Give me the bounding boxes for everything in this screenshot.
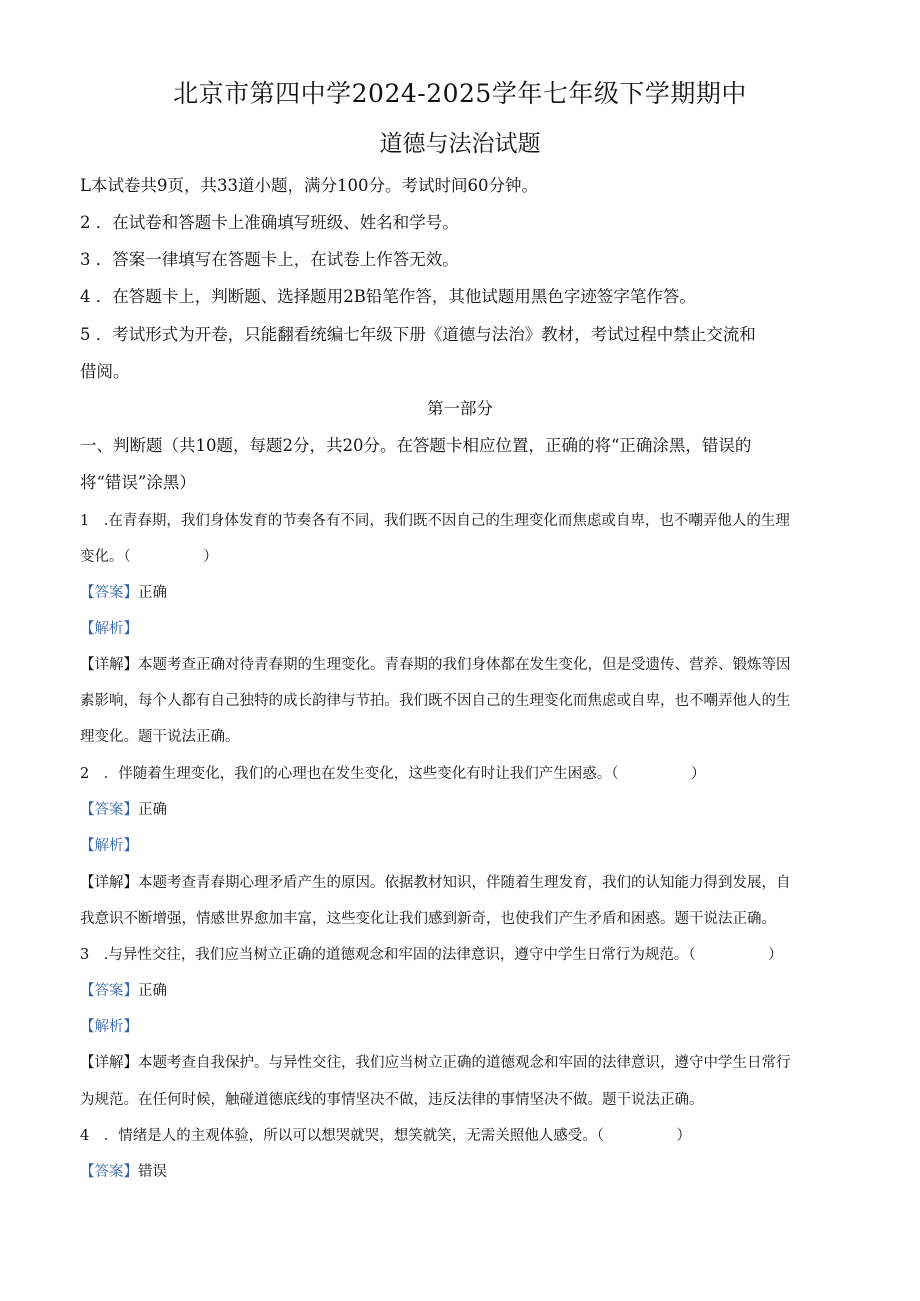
question-1-detail-end: 理变化。题干说法正确。 xyxy=(80,729,240,745)
question-3-stem: 3 .与异性交往，我们应当树立正确的道德观念和牢固的法律意识，遵守中学生日常行为规范。（ ） xyxy=(80,947,783,963)
answer-label: 【答案】 xyxy=(80,585,138,601)
question-1-stem: 1 .在青春期，我们身体发育的节奏各有不同，我们既不因自己的生理变化而焦虑或自卑，也不嘲弄他人的生理 xyxy=(80,513,790,529)
analysis-label: 【解析】 xyxy=(80,621,138,637)
question-2-detail xyxy=(80,871,840,895)
answer-value: 正确 xyxy=(138,585,167,601)
detail-text: 本题考查青春期心理矛盾产生的原因。依据教材知识，伴随着生理发育，我们的认知能力得到发展，自 xyxy=(138,875,791,891)
analysis-label: 【解析】 xyxy=(80,1019,138,1035)
question-2-answer xyxy=(80,798,840,822)
question-4-answer xyxy=(80,1160,840,1184)
question-1-analysis xyxy=(80,617,840,641)
section-heading: 一、判断题（共10题，每题2分，共20分。在答题卡相应位置，正确的将“正确涂黑，错误的 xyxy=(80,436,752,455)
question-1-stem-cont: 变化。（ ） xyxy=(80,549,218,565)
note-2: 2 ．在试卷和答题卡上准确填写班级、姓名和学号。 xyxy=(80,213,459,232)
question-1-answer xyxy=(80,581,840,605)
question-3-detail-cont: 为规范。在任何时候，触碰道德底线的事情坚决不做，违反法律的事情坚决不做。题干说法正确。 xyxy=(80,1092,704,1108)
answer-label: 【答案】 xyxy=(80,983,138,999)
question-2-stem: 2 ．伴随着生理变化，我们的心理也在发生变化，这些变化有时让我们产生困惑。（ ） xyxy=(80,766,706,782)
section-heading-cont: 将“错误”涂黑） xyxy=(80,473,196,492)
exam-subtitle: 道德与法治试题 xyxy=(379,131,541,157)
question-4-stem: 4 ．情绪是人的主观体验，所以可以想哭就哭，想笑就笑，无需关照他人感受。（ ） xyxy=(80,1128,691,1144)
analysis-label: 【解析】 xyxy=(80,838,138,854)
detail-label: 【详解】 xyxy=(80,875,138,891)
answer-value: 错误 xyxy=(138,1164,167,1180)
question-2-detail-cont: 我意识不断增强，情感世界愈加丰富，这些变化让我们感到新奇，也使我们产生矛盾和困惑。题干说法正确。 xyxy=(80,911,776,927)
detail-text: 本题考查自我保护。与异性交往，我们应当树立正确的道德观念和牢固的法律意识，遵守中学生日常行 xyxy=(138,1055,791,1071)
question-1-detail-cont: 素影响，每个人都有自己独特的成长韵律与节拍。我们既不因自己的生理变化而焦虑或自卑，也不嘲弄他人的生 xyxy=(80,693,791,709)
question-2-analysis xyxy=(80,834,840,858)
note-3: 3 ．答案一律填写在答题卡上，在试卷上作答无效。 xyxy=(80,250,459,269)
note-5: 5 ．考试形式为开卷，只能翻看统编七年级下册《道德与法治》教材，考试过程中禁止交流和 xyxy=(80,325,756,344)
part-title: 第一部分 xyxy=(427,399,493,418)
note-4: 4 ．在答题卡上，判断题、选择题用2B铅笔作答，其他试题用黑色字迹签字笔作答。 xyxy=(80,287,696,306)
answer-value: 正确 xyxy=(138,983,167,999)
question-3-answer xyxy=(80,979,840,1003)
question-1-detail xyxy=(80,653,840,677)
note-1: L本试卷共9页，共33道小题，满分100分。考试时间60分钟。 xyxy=(80,176,538,195)
question-3-analysis xyxy=(80,1015,840,1039)
detail-label: 【详解】 xyxy=(80,657,138,673)
answer-value: 正确 xyxy=(138,802,167,818)
answer-label: 【答案】 xyxy=(80,1164,138,1180)
answer-label: 【答案】 xyxy=(80,802,138,818)
exam-title: 北京市第四中学2024-2025学年七年级下学期期中 xyxy=(173,79,747,108)
detail-text: 本题考查正确对待青春期的生理变化。青春期的我们身体都在发生变化，但是受遗传、营养、锻炼等因 xyxy=(138,657,791,673)
question-3-detail xyxy=(80,1051,840,1075)
detail-label: 【详解】 xyxy=(80,1055,138,1071)
note-5-cont: 借阅。 xyxy=(80,362,130,381)
